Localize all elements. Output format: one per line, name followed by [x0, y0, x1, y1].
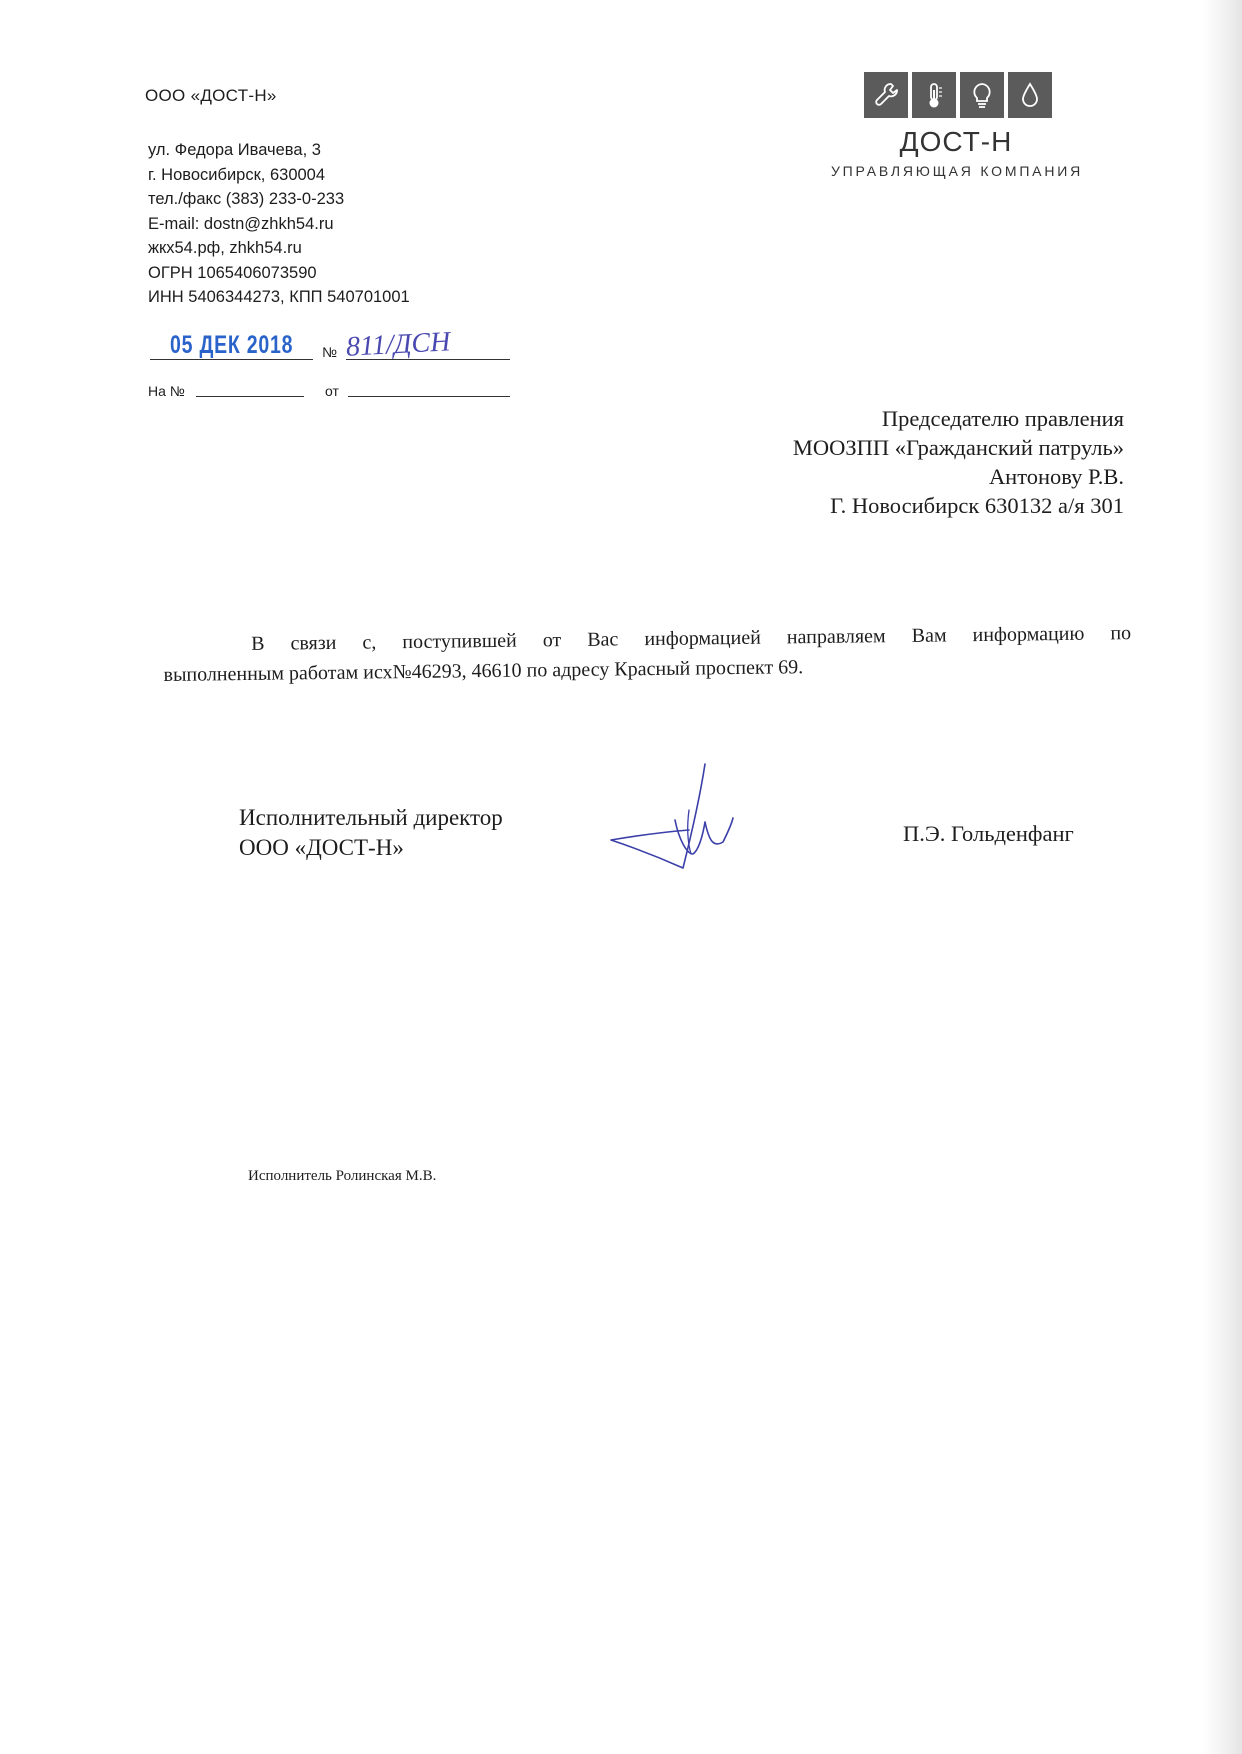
signatory-name: П.Э. Гольденфанг [903, 821, 1074, 846]
address-phone: тел./факс (383) 233-0-233 [148, 190, 345, 208]
handwritten-signature [605, 750, 735, 880]
outgoing-number: 811/ДСН [345, 326, 452, 363]
address-websites: жкх54.рф, zhkh54.ru [148, 239, 302, 257]
logo-company-name: ДОСТ-Н [899, 126, 1013, 157]
body-line-1: В связи с, поступившей от Вас информацией направляем Вам информацию по [251, 622, 1132, 655]
logo-subtitle: УПРАВЛЯЮЩАЯ КОМПАНИЯ [830, 163, 1083, 179]
recipient-position: Председателю правления [881, 406, 1124, 431]
number-sign: № [322, 344, 338, 360]
recipient-organization: МООЗПП «Гражданский патруль» [792, 435, 1124, 460]
address-city: г. Новосибирск, 630004 [148, 165, 326, 184]
recipient-block [793, 404, 1124, 520]
thermometer-icon [912, 72, 956, 118]
address-email: E-mail: dostn@zhkh54.ru [148, 214, 334, 233]
reply-date-line [348, 396, 510, 397]
lightbulb-icon [960, 72, 1004, 118]
signatory-title [239, 803, 503, 863]
body-line-2: выполненным работам исх№46293, 46610 по адресу Красный проспект 69. [163, 656, 804, 686]
date-stamp: 05 ДЕК 2018 [170, 331, 294, 359]
address-street: ул. Федора Ивачева, 3 [148, 141, 321, 159]
sender-address [148, 138, 410, 310]
address-ogrn: ОГРН 1065406073590 [148, 263, 317, 282]
signatory-position: Исполнительный директор [239, 805, 503, 830]
recipient-address: Г. Новосибирск 630132 а/я 301 [830, 493, 1124, 518]
sender-company: ООО «ДОСТ-Н» [145, 86, 277, 105]
water-drop-icon [1008, 72, 1052, 118]
number-underline [346, 359, 510, 360]
wrench-icon [864, 72, 908, 118]
company-logo [864, 72, 1052, 118]
scan-edge [1202, 0, 1242, 1754]
letter-body [163, 618, 1132, 690]
reply-from-label: от [325, 383, 339, 399]
recipient-name: Антонову Р.В. [988, 464, 1124, 489]
executor-note: Исполнитель Ролинская М.В. [248, 1168, 437, 1184]
date-underline [150, 359, 313, 360]
address-inn-kpp: ИНН 5406344273, КПП 540701001 [148, 288, 410, 306]
signatory-company: ООО «ДОСТ-Н» [239, 835, 404, 860]
reply-number-line [196, 396, 304, 397]
reply-to-label: На № [148, 383, 185, 399]
